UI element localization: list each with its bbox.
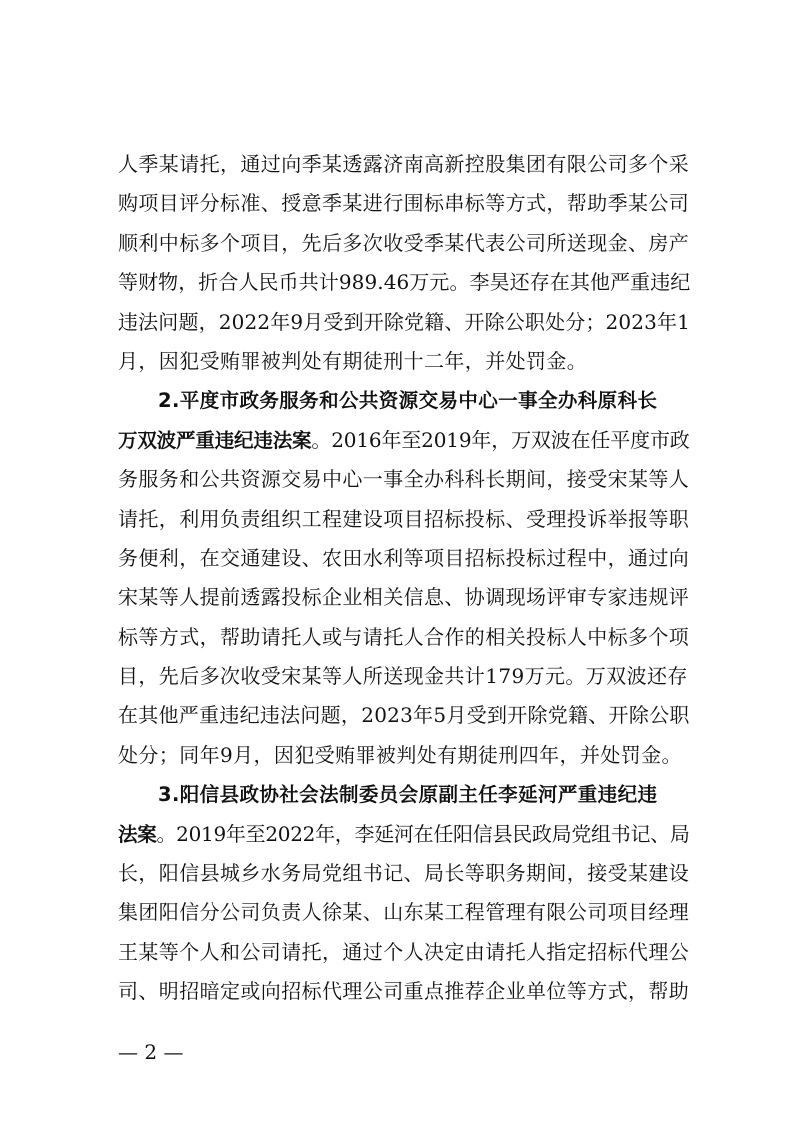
text-line — [118, 303, 690, 342]
body-text: 月，因犯受贿罪被判处有期徒刑十二年，并处罚金。 — [118, 348, 588, 373]
text-line — [118, 775, 690, 814]
case-heading: 3.阳信县政协社会法制委员会原副主任李延河严重违纪违 — [158, 783, 658, 807]
body-text: 集团阳信分公司负责人徐某、山东某工程管理有限公司项目经理 — [118, 900, 690, 925]
body-text: 目，先后多次收受宋某等人所送现金共计179万元。万双波还存 — [118, 664, 688, 689]
text-line — [118, 460, 690, 499]
case-heading: 2.平度市政务服务和公共资源交易中心一事全办科原科长 — [158, 389, 658, 413]
body-text: 宋某等人提前透露投标企业相关信息、协调现场评审专家违规评 — [118, 585, 690, 610]
text-line — [118, 657, 690, 696]
text-line — [118, 696, 690, 735]
text-line — [118, 736, 690, 775]
text-line — [118, 854, 690, 893]
body-text: 。2016年至2019年，万双波在任平度市政 — [311, 427, 690, 452]
body-text: 违法问题，2022年9月受到开除党籍、开除公职处分；2023年1 — [118, 309, 691, 334]
text-line — [118, 342, 690, 381]
body-text: 王某等个人和公司请托，通过个人决定由请托人指定招标代理公 — [118, 939, 690, 964]
body-text: 标等方式，帮助请托人或与请托人合作的相关投标人中标多个项 — [118, 624, 690, 649]
text-line — [118, 263, 690, 302]
body-text: 等财物，折合人民币共计989.46万元。李昊还存在其他严重违纪 — [118, 270, 691, 295]
text-line — [118, 184, 690, 223]
body-text: 务便利，在交通建设、农田水利等项目招标投标过程中，通过向 — [118, 545, 690, 570]
body-text: 人季某请托，通过向季某透露济南高新控股集团有限公司多个采 — [118, 152, 690, 176]
text-line — [118, 578, 690, 617]
body-text: 顺利中标多个项目，先后多次收受季某代表公司所送现金、房产 — [118, 230, 690, 255]
body-text: 务服务和公共资源交易中心一事全办科科长期间，接受宋某等人 — [118, 467, 690, 492]
case-heading: 万双波严重违纪违法案 — [118, 428, 312, 452]
text-line — [118, 145, 690, 184]
text-line — [118, 933, 690, 972]
body-text: 在其他严重违纪违法问题，2023年5月受到开除党籍、开除公职 — [118, 703, 690, 728]
text-line — [118, 500, 690, 539]
body-text: 长，阳信县城乡水务局党组书记、局长等职务期间，接受某建设 — [118, 861, 690, 886]
text-line — [118, 972, 690, 1011]
text-line — [118, 618, 690, 657]
case-heading: 法案 — [118, 822, 157, 846]
text-line — [118, 539, 690, 578]
body-text: 。2019年至2022年，李延河在任阳信县民政局党组书记、局 — [156, 821, 690, 846]
text-line — [118, 224, 690, 263]
text-line — [118, 421, 690, 460]
body-text: 司、明招暗定或向招标代理公司重点推荐企业单位等方式，帮助 — [118, 979, 690, 1004]
text-line — [118, 893, 690, 932]
document-body — [118, 145, 690, 1012]
text-line — [118, 815, 690, 854]
body-text: 处分；同年9月，因犯受贿罪被判处有期徒刑四年，并处罚金。 — [118, 742, 682, 767]
text-line — [118, 381, 690, 420]
page-number: — 2 — — [118, 1040, 184, 1064]
body-text: 购项目评分标准、授意季某进行围标串标等方式，帮助季某公司 — [118, 191, 690, 216]
body-text: 请托，利用负责组织工程建设项目招标投标、受理投诉举报等职 — [118, 506, 690, 531]
